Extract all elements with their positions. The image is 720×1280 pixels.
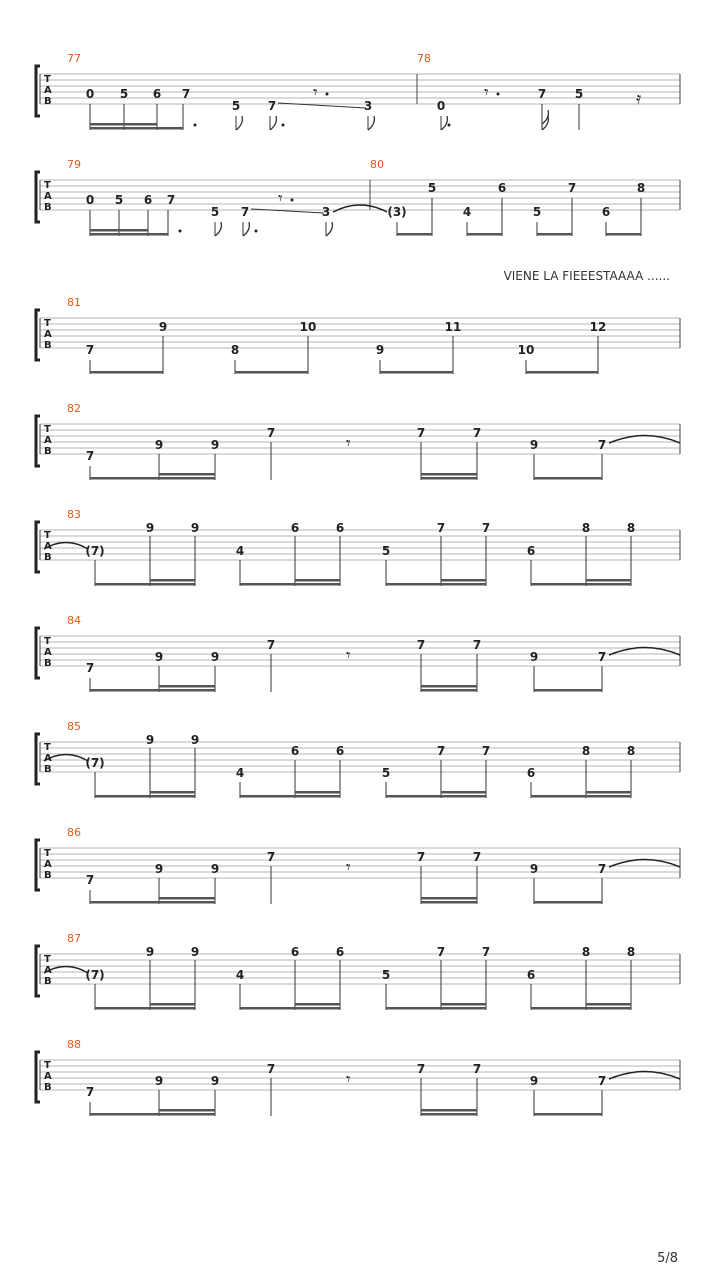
fret-number: 10 — [299, 320, 317, 334]
fret-number: 5 — [381, 766, 391, 780]
lyric-annotation: VIENE LA FIEEESTAAAA ...... — [503, 269, 670, 283]
rest-symbol: 𝄾 — [346, 434, 351, 454]
system-7 — [36, 720, 680, 798]
fret-number: 7 — [266, 638, 276, 652]
fret-number: 7 — [181, 87, 191, 101]
fret-number: 9 — [529, 650, 539, 664]
fret-number: 7 — [267, 99, 277, 113]
fret-number: 7 — [85, 661, 95, 675]
fret-number: 6 — [290, 521, 300, 535]
system-bracket — [36, 172, 40, 222]
fret-number: 8 — [626, 744, 636, 758]
fret-number: 9 — [190, 521, 200, 535]
fret-number: 6 — [152, 87, 162, 101]
system-9 — [36, 932, 680, 1010]
system-bracket — [36, 734, 40, 784]
fret-number: 9 — [529, 862, 539, 876]
fret-number: 6 — [335, 521, 345, 535]
fret-number: 8 — [581, 521, 591, 535]
rest-symbol: 𝄾 — [484, 83, 489, 103]
fret-number: (3) — [387, 205, 407, 219]
measure-number: 86 — [67, 826, 81, 839]
fret-number: 8 — [626, 521, 636, 535]
measure-number: 82 — [67, 402, 81, 415]
fret-number: 9 — [210, 438, 220, 452]
fret-number: 7 — [472, 638, 482, 652]
fret-number: 7 — [416, 638, 426, 652]
fret-number: 9 — [154, 1074, 164, 1088]
tab-letter-t: T — [44, 636, 51, 647]
tab-letter-b: B — [44, 764, 52, 775]
fret-number: 9 — [154, 862, 164, 876]
system-5 — [36, 508, 680, 586]
fret-number: 7 — [266, 426, 276, 440]
fret-number: 8 — [581, 945, 591, 959]
fret-number: 4 — [235, 968, 245, 982]
fret-number: 7 — [85, 449, 95, 463]
fret-number: 11 — [444, 320, 462, 334]
measure-number: 88 — [67, 1038, 81, 1051]
fret-number: 9 — [529, 438, 539, 452]
fret-number: 7 — [472, 1062, 482, 1076]
tab-letter-a: A — [44, 329, 52, 340]
measure-number: 77 — [67, 52, 81, 65]
fret-number: 7 — [472, 850, 482, 864]
fret-number: 7 — [240, 205, 250, 219]
fret-number: 8 — [581, 744, 591, 758]
fret-number: 9 — [145, 945, 155, 959]
tab-letter-b: B — [44, 976, 52, 987]
fret-number: 6 — [526, 968, 536, 982]
system-bracket — [36, 66, 40, 116]
page-number: 5/8 — [657, 1251, 678, 1266]
system-4 — [36, 402, 680, 480]
fret-number: 3 — [321, 205, 331, 219]
measure-number: 80 — [370, 158, 384, 171]
tab-letter-a: A — [44, 647, 52, 658]
fret-number: 9 — [154, 438, 164, 452]
tab-letter-a: A — [44, 1071, 52, 1082]
tab-letter-a: A — [44, 191, 52, 202]
system-bracket — [36, 416, 40, 466]
tab-letter-t: T — [44, 1060, 51, 1071]
fret-number: 7 — [436, 521, 446, 535]
fret-number: 7 — [597, 862, 607, 876]
measure-number: 78 — [417, 52, 431, 65]
fret-number: 6 — [335, 945, 345, 959]
fret-number: 7 — [597, 650, 607, 664]
tab-letter-b: B — [44, 202, 52, 213]
fret-number: 7 — [472, 426, 482, 440]
fret-number: (7) — [85, 968, 105, 982]
system-8 — [36, 826, 680, 904]
fret-number: 7 — [567, 181, 577, 195]
fret-number: 7 — [416, 1062, 426, 1076]
fret-number: (7) — [85, 544, 105, 558]
system-1 — [36, 52, 680, 130]
system-bracket — [36, 310, 40, 360]
fret-number: 8 — [230, 343, 240, 357]
tab-letter-t: T — [44, 318, 51, 329]
fret-number: 7 — [481, 945, 491, 959]
system-bracket — [36, 628, 40, 678]
fret-number: 9 — [154, 650, 164, 664]
measure-number: 84 — [67, 614, 81, 627]
system-2 — [36, 158, 680, 236]
fret-number: 5 — [381, 544, 391, 558]
fret-number: 6 — [497, 181, 507, 195]
fret-number: 9 — [210, 1074, 220, 1088]
fret-number: 7 — [481, 744, 491, 758]
tab-letter-a: A — [44, 85, 52, 96]
tab-letter-t: T — [44, 848, 51, 859]
fret-number: 12 — [589, 320, 607, 334]
fret-number: 7 — [481, 521, 491, 535]
fret-number: 7 — [416, 426, 426, 440]
fret-number: 5 — [574, 87, 584, 101]
fret-number: 3 — [363, 99, 373, 113]
tab-letter-b: B — [44, 446, 52, 457]
fret-number: 6 — [143, 193, 153, 207]
measure-number: 81 — [67, 296, 81, 309]
measure-number: 87 — [67, 932, 81, 945]
rest-symbol: 𝄾 — [313, 83, 318, 103]
fret-number: 7 — [85, 873, 95, 887]
fret-number: 7 — [85, 343, 95, 357]
tab-letter-b: B — [44, 870, 52, 881]
fret-number: 9 — [210, 650, 220, 664]
fret-number: 9 — [190, 945, 200, 959]
system-bracket — [36, 522, 40, 572]
tab-letter-t: T — [44, 74, 51, 85]
fret-number: 5 — [231, 99, 241, 113]
fret-number: 0 — [85, 193, 95, 207]
fret-number: 6 — [290, 945, 300, 959]
rest-symbol: 𝄿 — [636, 89, 642, 109]
fret-number: 4 — [235, 544, 245, 558]
tab-letter-t: T — [44, 424, 51, 435]
fret-number: 7 — [597, 438, 607, 452]
tab-letter-t: T — [44, 742, 51, 753]
measure-number: 85 — [67, 720, 81, 733]
tab-letter-t: T — [44, 954, 51, 965]
system-6 — [36, 614, 680, 692]
fret-number: 0 — [85, 87, 95, 101]
rest-symbol: 𝄾 — [346, 646, 351, 666]
system-bracket — [36, 946, 40, 996]
fret-number: 6 — [601, 205, 611, 219]
tab-letter-a: A — [44, 435, 52, 446]
tab-letter-b: B — [44, 96, 52, 107]
fret-number: 9 — [375, 343, 385, 357]
fret-number: 7 — [266, 850, 276, 864]
fret-number: (7) — [85, 756, 105, 770]
tab-letter-b: B — [44, 340, 52, 351]
fret-number: 5 — [532, 205, 542, 219]
rest-symbol: 𝄾 — [346, 1070, 351, 1090]
rest-symbol: 𝄾 — [346, 858, 351, 878]
fret-number: 7 — [597, 1074, 607, 1088]
fret-number: 7 — [85, 1085, 95, 1099]
fret-number: 9 — [158, 320, 168, 334]
fret-number: 8 — [636, 181, 646, 195]
fret-number: 9 — [145, 521, 155, 535]
fret-number: 8 — [626, 945, 636, 959]
fret-number: 4 — [462, 205, 472, 219]
fret-number: 0 — [436, 99, 446, 113]
tab-letter-b: B — [44, 552, 52, 563]
fret-number: 6 — [526, 544, 536, 558]
fret-number: 5 — [381, 968, 391, 982]
system-bracket — [36, 840, 40, 890]
system-10 — [36, 1038, 680, 1116]
fret-number: 5 — [427, 181, 437, 195]
measure-number: 83 — [67, 508, 81, 521]
system-3 — [36, 296, 680, 374]
fret-number: 5 — [119, 87, 129, 101]
rest-symbol: 𝄾 — [278, 189, 283, 209]
tab-letter-t: T — [44, 530, 51, 541]
tab-letter-a: A — [44, 541, 52, 552]
fret-number: 10 — [517, 343, 535, 357]
fret-number: 9 — [190, 733, 200, 747]
fret-number: 7 — [436, 744, 446, 758]
fret-number: 9 — [210, 862, 220, 876]
fret-number: 6 — [335, 744, 345, 758]
tab-letter-t: T — [44, 180, 51, 191]
fret-number: 7 — [436, 945, 446, 959]
fret-number: 7 — [416, 850, 426, 864]
tie — [333, 205, 387, 212]
tab-letter-b: B — [44, 1082, 52, 1093]
fret-number: 5 — [114, 193, 124, 207]
tab-letter-a: A — [44, 753, 52, 764]
fret-number: 6 — [526, 766, 536, 780]
tab-letter-a: A — [44, 965, 52, 976]
fret-number: 4 — [235, 766, 245, 780]
fret-number: 7 — [166, 193, 176, 207]
fret-number: 7 — [537, 87, 547, 101]
fret-number: 9 — [529, 1074, 539, 1088]
system-bracket — [36, 1052, 40, 1102]
tab-letter-a: A — [44, 859, 52, 870]
fret-number: 6 — [290, 744, 300, 758]
measure-number: 79 — [67, 158, 81, 171]
fret-number: 5 — [210, 205, 220, 219]
fret-number: 7 — [266, 1062, 276, 1076]
tab-letter-b: B — [44, 658, 52, 669]
fret-number: 9 — [145, 733, 155, 747]
